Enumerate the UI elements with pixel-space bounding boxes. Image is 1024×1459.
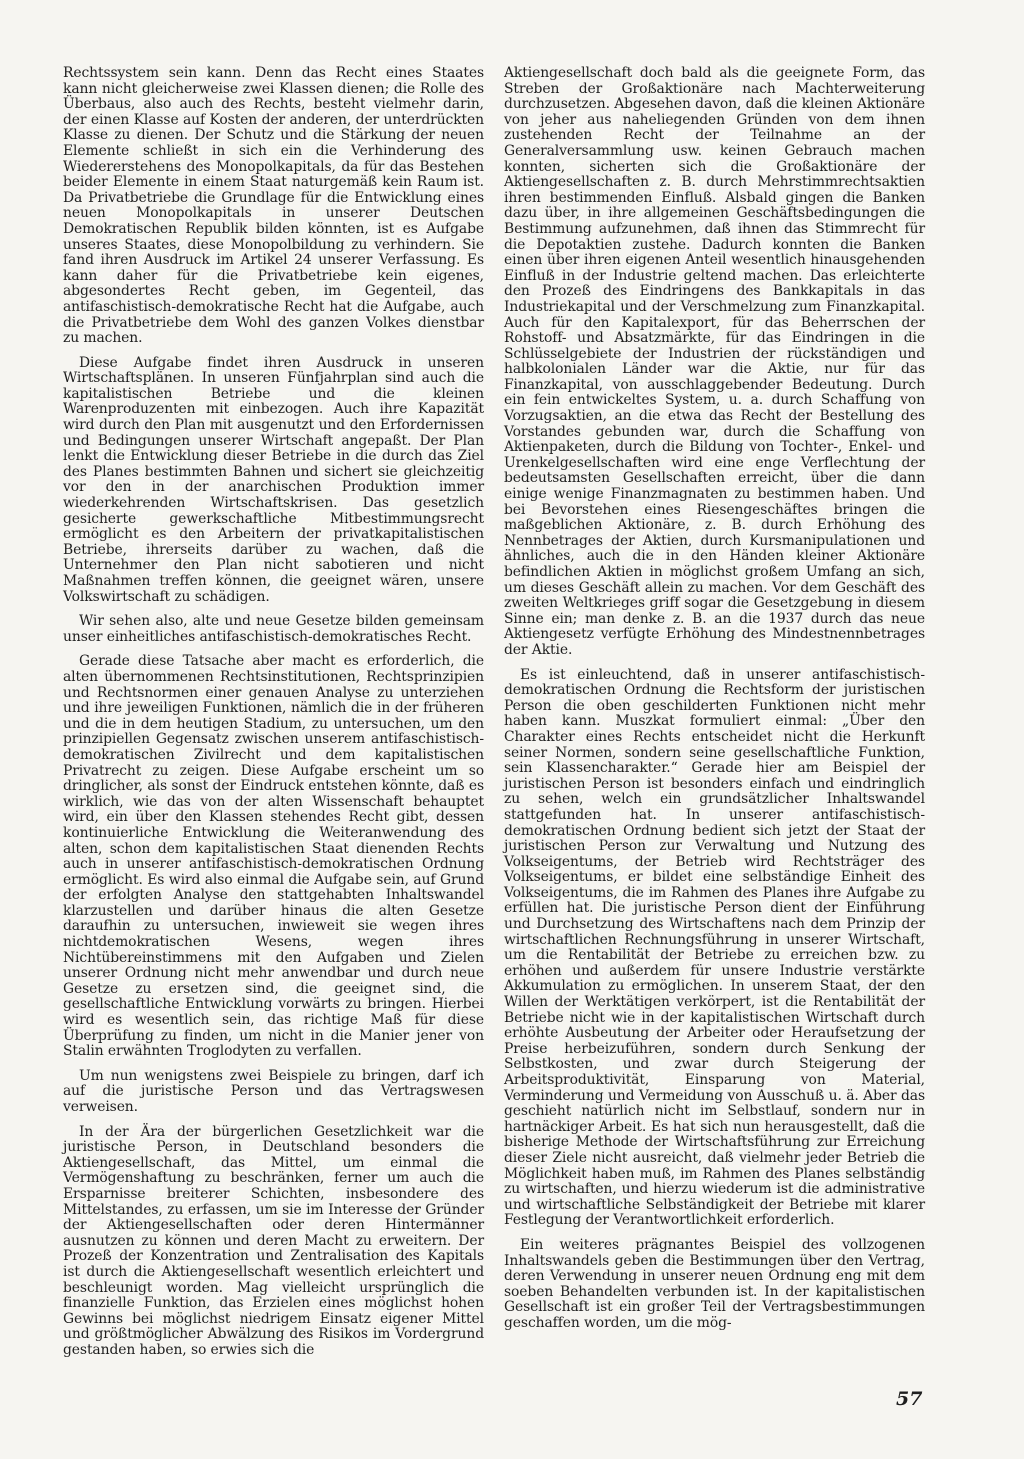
- page-number: 57: [896, 1388, 923, 1410]
- paragraph: Gerade diese Tatsache aber macht es erforderlich, die alten übernommenen Rechtsinstitutionen, Rechtsprinzipien und Rechtsnormen einer genauen Analyse zu unterziehen und ihre jeweiligen Funktionen, nämlich die in der früheren und die in dem heutigen Stadium, zu untersuchen, um den prinzipiellen Gegensatz zwischen unserem antifaschistisch-demokratischen Zivilrecht und dem kapitalistischen Privatrecht zu zeigen. Diese Aufgabe erscheint um so dringlicher, als sonst der Eindruck entstehen könnte, daß es wirklich, wie das von der alten Wissenschaft behauptet wird, ein über den Klassen stehendes Recht gibt, dessen kontinuierliche Entwicklung die Weiteranwendung des alten, schon dem kapitalistischen Staat dienenden Rechts auch in unserer antifaschistisch-demokratischen Ordnung ermöglicht. Es wird also einmal die Aufgabe sein, auf Grund der erfolgten Analyse den stattgehabten Inhaltswandel klarzustellen und darüber hinaus die alten Gesetze daraufhin zu untersuchen, inwieweit sie wegen ihres nichtdemokratischen Wesens, wegen ihres Nichtübereinstimmens mit den Aufgaben und Zielen unserer Ordnung nicht mehr anwendbar und durch neue Gesetze zu ersetzen sind, die geeignet sind, die gesellschaftliche Entwicklung vorwärts zu bringen. Hierbei wird es wesentlich sein, das richtige Maß für diese Überprüfung zu finden, um nicht in die Manier jener von Stalin erwähnten Troglodyten zu verfallen.: [63, 653, 484, 1060]
- paragraph: Um nun wenigstens zwei Beispiele zu bringen, darf ich auf die juristische Person und das Vertragswesen verweisen.: [63, 1067, 484, 1115]
- paragraph: Rechtssystem sein kann. Denn das Recht eines Staates kann nicht gleicherweise zwei Klassen dienen; die Rolle des Überbaus, also auch des Rechts, besteht vielmehr darin, der einen Klasse auf Kosten der anderen, der unterdrückten Klasse zu dienen. Der Schutz und die Stärkung der neuen Elemente schließt in sich ein die Verhinderung des Wiedererstehens des Monopolkapitals, da für das Bestehen beider Elemente in einem Staat naturgemäß kein Raum ist. Da Privatbetriebe die Grundlage für die Entwicklung eines neuen Monopolkapitals in unserer Deutschen Demokratischen Republik bilden könnten, ist es Aufgabe unseres Staates, diese Monopolbildung zu verhindern. Sie fand ihren Ausdruck im Artikel 24 unserer Verfassung. Es kann daher für die Privatbetriebe kein eigenes, abgesondertes Recht geben, im Gegenteil, das antifaschistisch-demokratische Recht hat die Aufgabe, auch die Privatbetriebe dem Wohl des ganzen Volkes dienstbar zu machen.: [63, 65, 484, 347]
- paragraph: Ein weiteres prägnantes Beispiel des vollzogenen Inhaltswandels geben die Bestimmungen über den Vertrag, deren Verwendung in unserer neuen Ordnung eng mit dem soeben Behandelten verbunden ist. In der kapitalistischen Gesellschaft ist ein großer Teil der Vertragsbestimmungen geschaffen worden, um die mög-: [504, 1236, 925, 1331]
- paragraph: Diese Aufgabe findet ihren Ausdruck in unseren Wirtschaftsplänen. In unseren Fünfjahrplan sind auch die kapitalistischen Betriebe und die kleinen Warenproduzenten mit einbezogen. Auch ihre Kapazität wird durch den Plan mit ausgenutzt und den Erfordernissen und Bedingungen unserer Wirtschaft angepaßt. Der Plan lenkt die Entwicklung dieser Betriebe in die durch das Ziel des Planes bestimmten Bahnen und sichert sie gleichzeitig vor den in der anarchischen Produktion immer wiederkehrenden Wirtschaftskrisen. Das gesetzlich gesicherte gewerkschaftliche Mitbestimmungsrecht ermöglicht es den Arbeitern der privatkapitalistischen Betriebe, ihrerseits darüber zu wachen, daß die Unternehmer den Plan nicht sabotieren und nicht Maßnahmen treffen können, die geeignet wären, unsere Volkswirtschaft zu schädigen.: [63, 354, 484, 605]
- paragraph: Wir sehen also, alte und neue Gesetze bilden gemeinsam unser einheitliches antifaschistisch-demokratisches Recht.: [63, 613, 484, 645]
- text-column-right: [504, 66, 925, 1341]
- paragraph: Aktiengesellschaft doch bald als die geeignete Form, das Streben der Großaktionäre nach Machterweiterung durchzusetzen. Abgesehen davon, daß die kleinen Aktionäre von jeher aus naheliegenden Gründen von dem ihnen zustehenden Recht der Teilnahme an der Generalversammlung usw. keinen Gebrauch machen konnten, sicherten sich die Großaktionäre der Aktiengesellschaften z. B. durch Mehrstimmrechtsaktien ihren bestimmenden Einfluß. Alsbald gingen die Banken dazu über, in ihre allgemeinen Geschäftsbedingungen die Bestimmung aufzunehmen, daß ihnen das Stimmrecht für die Depotaktien zustehe. Dadurch konnten die Banken einen über ihren eigenen Anteil wesentlich hinausgehenden Einfluß in der Industrie geltend machen. Das erleichterte den Prozeß des Eindringens des Bankkapitals in das Industriekapital und der Verschmelzung zum Finanzkapital. Auch für den Kapitalexport, für das Beherrschen der Rohstoff- und Absatzmärkte, für das Eindringen in die Schlüsselgebiete der Industrien der rückständigen und halbkolonialen Länder war die Aktie, nur für das Finanzkapital, von ausschlaggebender Bedeutung. Durch ein fein entwickeltes System, u. a. durch Schaffung von Vorzugsaktien, an die etwa das Recht der Bestellung des Vorstandes gebunden war, durch die Schaffung von Aktienpaketen, durch die Bildung von Tochter-, Enkel- und Urenkelgesellschaften wird eine enge Verflechtung der bedeutsamsten Gesellschaften erreicht, über die dann einige wenige Finanzmagnaten zu bestimmen haben. Und bei Bevorstehen eines Riesengeschäftes bringen die maßgeblichen Aktionäre, z. B. durch Erhöhung des Nennbetrages der Aktien, durch Kursmanipulationen und ähnliches, auch die in den Händen kleiner Aktionäre befindlichen Aktien in möglichst großem Umfang an sich, um dieses Geschäft allein zu machen. Vor dem Geschäft des zweiten Weltkrieges griff sogar die Gesetzgebung in diesem Sinne ein; man denke z. B. an die 1937 durch das neue Aktiengesetz verfügte Erhöhung des Mindestnennbetrages der Aktie.: [504, 65, 925, 658]
- paragraph: Es ist einleuchtend, daß in unserer antifaschistisch-demokratischen Ordnung die Rechtsform der juristischen Person die oben geschilderten Funktionen nicht mehr haben kann. Muszkat formuliert einmal: „Über den Charakter eines Rechts entscheidet nicht die Herkunft seiner Normen, sondern seine gesellschaftliche Funktion, sein Klassencharakter.“ Gerade hier am Beispiel der juristischen Person ist besonders einfach und eindringlich zu sehen, welch ein grundsätzlicher Inhaltswandel stattgefunden hat. In unserer antifaschistisch-demokratischen Ordnung bedient sich jetzt der Staat der juristischen Person zur Verwaltung und Nutzung des Volkseigentums, der Betrieb wird Rechtsträger des Volkseigentums, er bildet eine selbständige Einheit des Volkseigentums, die im Rahmen des Planes ihre Aufgabe zu erfüllen hat. Die juristische Person dient der Einführung und Durchsetzung des Wirtschaftens nach dem Prinzip der wirtschaftlichen Rechnungsführung in unserer Wirtschaft, um die Rentabilität der Betriebe zu erreichen bzw. zu erhöhen und außerdem für unsere Industrie verstärkte Akkumulation zu ermöglichen. In unserem Staat, der den Willen der Werktätigen verkörpert, ist die Rentabilität der Betriebe nicht wie in der kapitalistischen Wirtschaft durch erhöhte Ausbeutung der Arbeiter oder Heraufsetzung der Preise herbeizuführen, sondern durch Senkung der Selbstkosten, und zwar durch Steigerung der Arbeitsproduktivität, Einsparung von Material, Verminderung und Vermeidung von Ausschuß u. ä. Aber das geschieht natürlich nicht im Selbstlauf, sondern nur in hartnäckiger Arbeit. Es hat sich nun herausgestellt, daß die bisherige Methode der Wirtschaftsführung zur Erreichung dieser Ziele nicht ausreicht, daß vielmehr jeder Betrieb die Möglichkeit haben muß, im Rahmen des Planes selbständig zu wirtschaften, und hierzu wiederum ist die administrative und wirtschaftliche Selbständigkeit der Betriebe mit klarer Festlegung der Verantwortlichkeit erforderlich.: [504, 666, 925, 1229]
- paragraph: In der Ära der bürgerlichen Gesetzlichkeit war die juristische Person, in Deutschland besonders die Aktiengesellschaft, das Mittel, um einmal die Vermögenshaftung zu beschränken, ferner um auch die Ersparnisse breiterer Schichten, insbesondere des Mittelstandes, zu erfassen, um sie im Interesse der Gründer der Aktiengesellschaften oder deren Hintermänner ausnutzen zu können und deren Macht zu erweitern. Der Prozeß der Konzentration und Zentralisation des Kapitals ist durch die Aktiengesellschaft wesentlich erleichtert und beschleunigt worden. Mag vielleicht ursprünglich die finanzielle Funktion, das Erzielen eines möglichst hohen Gewinns bei möglichst niedrigem Einsatz eigener Mittel und größtmöglicher Abwälzung des Risikos im Vordergrund gestanden haben, so erwies sich die: [63, 1123, 484, 1358]
- text-column-left: [63, 66, 484, 1368]
